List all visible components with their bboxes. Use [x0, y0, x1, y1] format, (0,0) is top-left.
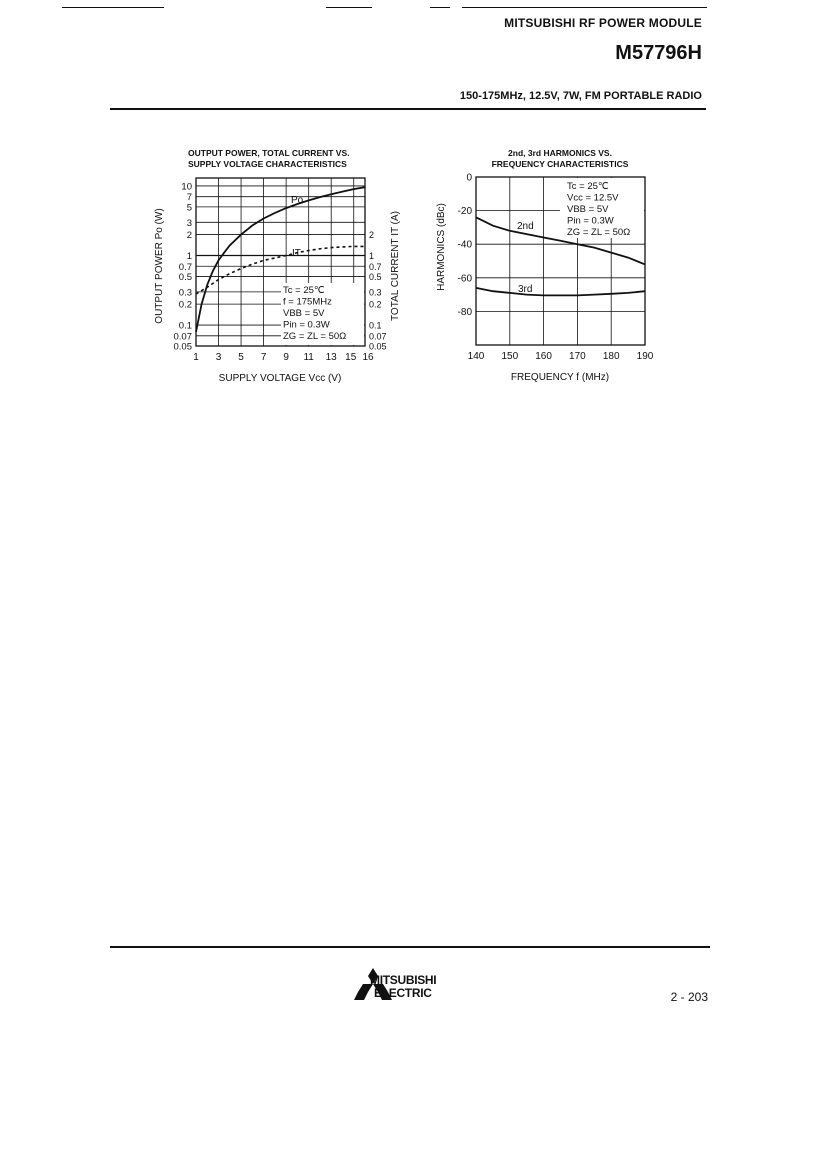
chart2-annotation: ZG = ZL = 50Ω [567, 227, 631, 238]
chart1-ytick-left-label: 2 [186, 230, 192, 242]
chart1-ytick-left-label: 0.7 [178, 261, 192, 273]
chart2-ytick-label: -20 [457, 206, 472, 218]
chart2-annotation: Vcc = 12.5V [567, 192, 619, 204]
product-subtitle: 150-175MHz, 12.5V, 7W, FM PORTABLE RADIO [459, 90, 702, 102]
logo-line1: MITSUBISHI [370, 973, 437, 987]
chart1-title-line2: SUPPLY VOLTAGE CHARACTERISTICS [188, 159, 347, 169]
chart2-title-line2: FREQUENCY CHARACTERISTICS [491, 159, 629, 169]
chart2-ytick-label: -60 [457, 273, 472, 285]
chart1-ytick-left-label: 7 [186, 192, 192, 204]
chart2-title-line1: 2nd, 3rd HARMONICS VS. [508, 148, 612, 158]
logo-line2: ELECTRIC [374, 986, 432, 1000]
chart2-annotation: Tc = 25℃ [567, 181, 609, 192]
chart1-xlabel: SUPPLY VOLTAGE Vcc (V) [218, 373, 342, 384]
chart1-ytick-right-label: 0.5 [369, 271, 382, 282]
chart1-ytick-left-label: 1 [186, 250, 192, 262]
top-line-mid2 [430, 7, 450, 8]
chart1-ytick-left-label: 0.07 [173, 331, 192, 343]
chart1-ytick-left-label: 0.05 [173, 341, 192, 353]
top-line-left [62, 7, 164, 8]
chart1-ylabel-left: OUTPUT POWER Po (W) [154, 208, 165, 324]
chart1-annotations [281, 283, 364, 345]
top-line-mid [326, 7, 372, 8]
chart1-xtick-label: 3 [215, 352, 222, 363]
chart1-ylabel-right: TOTAL CURRENT IT (A) [390, 210, 401, 322]
chart2-xtick-label: 140 [467, 351, 485, 362]
chart2-annotation: VBB = 5V [567, 204, 609, 215]
chart1-ytick-right-label: 0.2 [369, 299, 382, 310]
brand-title: MITSUBISHI RF POWER MODULE [504, 16, 702, 30]
chart1-ytick-left-label: 0.5 [178, 271, 192, 283]
chart1-xtick-label: 13 [325, 352, 337, 363]
chart2-series-line-3rd [476, 288, 645, 296]
mitsubishi-logo [354, 968, 484, 1002]
chart1-ytick-right-label: 1 [369, 250, 375, 261]
chart1-ytick-right-label: 0.07 [369, 331, 387, 342]
part-number: M57796H [615, 42, 702, 64]
chart1-ytick-right-label: 0.1 [369, 320, 382, 331]
chart1-xtick-label: 15 [345, 352, 357, 363]
chart1-xtick-label: 7 [260, 352, 267, 363]
chart1-svg [140, 170, 410, 390]
chart2-ylabel: HARMONICS (dBc) [436, 203, 447, 291]
chart2-xtick-label: 170 [569, 351, 586, 362]
chart1-xtick-label: 11 [303, 352, 314, 363]
chart2-svg [420, 165, 670, 390]
chart1-ytick-right-label: 2 [369, 230, 375, 241]
chart1-ytick-left-label: 0.1 [178, 320, 192, 332]
chart1-xtick-label: 5 [238, 352, 244, 363]
chart1-annotation: Tc = 25℃ [283, 285, 325, 296]
chart1-xtick-label: 9 [283, 352, 289, 363]
it-series-label: IT [292, 248, 301, 259]
chart2-ytick-label: 0 [466, 172, 472, 184]
chart1-annotation: ZG = ZL = 50Ω [283, 331, 347, 342]
2nd-series-label: 2nd [517, 221, 534, 232]
chart1-ytick-right-label: 0.3 [369, 287, 382, 298]
chart2-xtick-label: 160 [535, 351, 552, 362]
top-line-right [462, 7, 707, 8]
chart2-annotations [560, 178, 644, 238]
chart1-ytick-left-label: 10 [181, 181, 192, 193]
header-rule [110, 108, 706, 110]
footer-rule [110, 946, 710, 948]
chart1-ytick-right-label: 0.7 [369, 261, 382, 272]
po-series-label: Po [291, 195, 304, 206]
chart1-annotation: VBB = 5V [283, 308, 325, 319]
chart1-ytick-left-label: 3 [186, 217, 192, 229]
chart1-xtick-label: 16 [362, 352, 374, 363]
chart1-ytick-left-label: 0.3 [178, 287, 192, 299]
chart2-annotation: Pin = 0.3W [567, 215, 614, 227]
3rd-series-label: 3rd [518, 284, 533, 295]
chart1-title [188, 148, 350, 170]
chart1-annotation: f = 175MHz [283, 296, 332, 308]
chart1-title-line1: OUTPUT POWER, TOTAL CURRENT VS. [188, 148, 350, 158]
chart2-xtick-label: 150 [501, 351, 519, 362]
chart1-annotation: Pin = 0.3W [283, 319, 330, 331]
chart2-xlabel: FREQUENCY f (MHz) [510, 372, 610, 383]
chart2-xtick-label: 190 [636, 351, 654, 362]
page-number: 2 - 203 [670, 990, 708, 1004]
chart1-ytick-right-label: 0.05 [369, 341, 387, 352]
chart1-ytick-left-label: 5 [186, 202, 192, 214]
chart2-ytick-label: -80 [457, 306, 472, 318]
chart1-xtick-label: 1 [193, 352, 199, 363]
chart2-ytick-label: -40 [457, 239, 472, 251]
chart1-ytick-left-label: 0.2 [178, 299, 192, 311]
chart2-xtick-label: 180 [602, 351, 620, 362]
